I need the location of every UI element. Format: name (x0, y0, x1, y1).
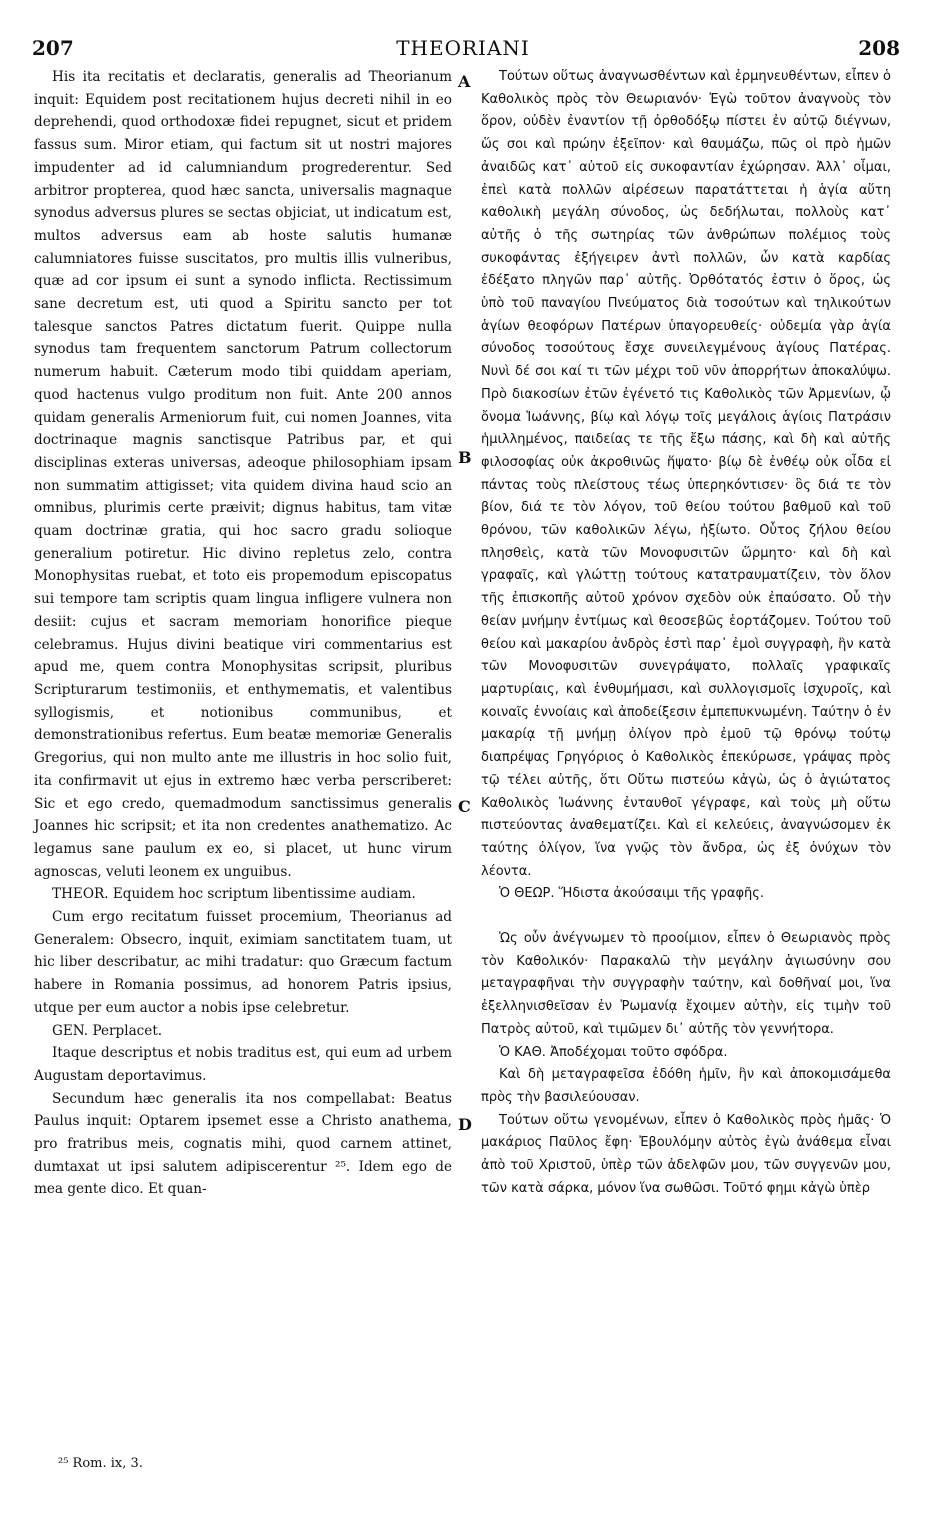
latin-paragraph: Secundum hæc generalis ita nos compellabat: Beatus Paulus inquit: Optarem ipsemet esse a Christo anathema, pro fratribus meis, cognatis mihi, quod carnem attinet, dumtaxat ut ipsi salutem adipiscerentur ²⁵. Idem ego de mea gente dico. Et quan- (34, 1090, 452, 1198)
latin-column (34, 66, 452, 1201)
latin-paragraph: GEN. Perplacet. (52, 1022, 163, 1039)
greek-paragraph: Ὁ ΘΕΩΡ. Ἥδιστα ἀκούσαιμι τῆς γραφῆς. (499, 886, 765, 902)
latin-paragraph: His ita recitatis et declaratis, generalis ad Theorianum inquit: Equidem post recitationem hujus decreti nihil in eo deprehendi, quod orthodoxæ fidei repugnet, sicut et pridem fassus sum. Miror etiam, qui factum sit ut nostri majores impudenter ad id calumniandum progrederentur. Sed arbitror propterea, quod hæc sancta, universalis magnaque synodus adversus plures se sectas objiciat, ut indicatum est, multos adversus eam ab hoste salutis humanæ calumniatores fuisse suscitatos, pro multis illis vulneribus, quæ ad cor ipsum ei sunt a synodo inflicta. Rectissimum sane decretum est, uti quod a Spiritu sancto per tot talesque sanctos Patres dictatum fuerit. Quippe nulla synodus tam frequentem sanctorum Patrum collectorum numerum habuit. Cæterum modo tibi quiddam aperiam, quod hactenus vulgo proditum non fuit. Ante 200 annos quidam generalis Armeniorum fuit, cui nomen Joannes, vita doctrinaque magnis sanctisque Patribus par, et qui disciplinas exteras universas, adeoque philosophiam ipsam non summatim attigisset; vita quidem divina haud scio an omnibus, plurimis certe præivit; dignus habitus, tam vitæ quam doctrinæ gratia, qui hoc sacro gradu solioque generalium potiretur. Hic divino repletus zelo, contra Monophysitas ruebat, et toto eis propemodum episcopatus sui tempore tam scriptis quam lingua infligere vulnera non desiit: cujus et sacram memoriam honorifice pieque celebramus. Hujus divini beatique viri commentarius est apud me, quem contra Monophysitas scripsit, pluribus Scripturarum testimoniis, et enthymematis, et valentibus syllogismis, et notionibus communibus, et demonstrationibus refertus. Eum beatæ memoriæ Generalis Gregorius, qui non multo ante me illustris in hoc solio fuit, ita confirmavit ut ejus in extremo hæc verba perscriberet: Sic et ego credo, quemadmodum sanctissimus generalis Joannes hic scripsit; et ita non credentes anathematizo. Ac legamus sane paulum ex eo, si placet, ut hunc virum agnoscas, veluti leonem ex unguibus. (34, 69, 452, 880)
greek-paragraph: Τούτων οὕτω γενομένων, εἶπεν ὁ Καθολικὸς πρὸς ἡμᾶς· Ὁ μακάριος Παῦλος ἔφη· Ἐβουλόμην αὐτὸς ἐγὼ ἀνάθεμα εἶναι ἀπὸ τοῦ Χριστοῦ, ὑπὲρ τῶν ἀδελφῶν μου, τῶν συγγενῶν μου, τῶν κατὰ σάρκα, μόνον ἵνα σωθῶσι. Τοῦτό φημι κἀγὼ ὑπὲρ (481, 1112, 891, 1196)
latin-paragraph: THEOR. Equidem hoc scriptum libentissime audiam. (52, 886, 416, 903)
latin-paragraph: Cum ergo recitatum fuisset procemium, Theorianus ad Generalem: Obsecro, inquit, eximiam sanctitatem tuam, ut hic liber describatur, ac mihi tradatur: quo Græcum factum habere in Romania possimus, ad honorem Patris ipsius, utque per eum auctor a nobis ipse celebretur. (34, 909, 452, 1016)
margin-marker-d: D (458, 1115, 472, 1134)
greek-column (481, 66, 891, 1200)
margin-marker-b: B (458, 448, 472, 467)
margin-marker-c: C (458, 797, 471, 816)
running-title: THEORIANI (396, 36, 530, 60)
greek-paragraph: Τούτων οὕτως ἀναγνωσθέντων καὶ ἑρμηνευθέντων, εἶπεν ὁ Καθολικὸς πρὸς τὸν Θεωριανόν· Ἐγὼ τοῦτον ἀναγνοὺς τὸν ὅρον, οὐδὲν ἐναντίον τῇ ὀρθοδόξῳ πίστει ἐν αὐτῷ διέγνων, ὥς σοι καὶ πρώην ἐξεῖπον· καὶ θαυμάζω, πῶς οἱ πρὸ ἡμῶν ἀναιδῶς κατ᾽ αὐτοῦ εἰς συκοφαντίαν ἐχώρησαν. Ἀλλ᾽ οἶμαι, ἐπεὶ κατὰ πολλῶν αἱρέσεων παρατάττεται ἡ ἁγία αὕτη καθολικὴ μεγάλη σύνοδος, ὡς δεδήλωται, πολλοὺς κατ᾽ αὐτῆς ὁ τῆς σωτηρίας τῶν ἀνθρώπων πολέμιος τοὺς συκοφάντας ἐξήγειρεν ἀντὶ πολλῶν, ὧν κατὰ καρδίας ἐδέξατο πληγῶν παρ᾽ αὐτῆς. Ὀρθότατός ἐστιν ὁ ὅρος, ὡς ὑπὸ τοῦ παναγίου Πνεύματος διὰ τοσούτων καὶ τηλικούτων ἁγίων θεοφόρων Πατέρων ὑπαγορευθείς· οὐδεμία γὰρ ἁγία σύνοδος τοσούτους ἔσχε συνειλεγμένους ἁγίους Πατέρας. Νυνὶ δέ σοι καί τι τῶν μέχρι τοῦ νῦν ἀπορρήτων ἀποκαλύψω. Πρὸ διακοσίων ἐτῶν ἐγένετό τις Καθολικὸς τῶν Ἀρμενίων, ᾧ ὄνομα Ἰωάννης, βίῳ καὶ λόγῳ τοῖς μεγάλοις ἁγίοις Πατράσιν ἡμιλλημένος, παιδείας τε τῆς ἔξω πάσης, καὶ δὴ καὶ αὐτῆς φιλοσοφίας οὐκ ἀκροθινῶς ἥψατο· βίῳ δὲ ἐνθέῳ οὐκ οἶδα εἰ πάντας τοὺς πλείστους τέως ὑπερηκόντισεν· ὃς διά τε τὸν βίον, διά τε τὸν λόγον, τοῦ θείου τούτου βαθμοῦ καὶ τοῦ θρόνου, τῶν καθολικῶν λέγω, ἠξίωτο. Οὗτος ζήλου θείου πλησθεὶς, κατὰ τῶν Μονοφυσιτῶν ὥρμητο· καὶ δὴ καὶ γραφαῖς, καὶ γλώττῃ τούτους κατατραυματίζειν, τὸν ὅλον τῆς ἐπισκοπῆς αὐτοῦ χρόνον σχεδὸν οὐκ ἐπαύσατο. Οὗ τὴν θείαν μνήμην ἐντίμως καὶ θεοσεβῶς ἑορτάζομεν. Τούτου τοῦ θείου καὶ μακαρίου ἀνδρὸς ἐστὶ παρ᾽ ἐμοὶ συγγραφὴ, ἣν κατὰ τῶν Μονοφυσιτῶν συνεγράψατο, πολλαῖς γραφικαῖς μαρτυρίαις, καὶ ἐνθυμήμασι, καὶ συλλογισμοῖς ἰσχυροῖς, καὶ κοιναῖς ἐννοίαις καὶ ἀποδείξεσιν ἐμπεπυκνωμένη. Ταύτην ὁ ἐν μακαρίᾳ τῇ μνήμῃ ὀλίγον πρὸ ἐμοῦ τῷ θρόνῳ τούτῳ διαπρέψας Γρηγόριος ὁ Καθολικὸς ἐπεκύρωσε, γράψας πρὸς τῷ τέλει αὐτῆς, ὅτι Οὕτω πιστεύω κἀγὼ, ὡς ὁ ἁγιώτατος Καθολικὸς Ἰωάννης ἐνταυθοῖ γέγραφε, καὶ τοὺς μὴ οὕτω πιστεύοντας ἀναθεματίζει. Καὶ εἰ κελεύεις, ἀναγνώσομεν ἐκ ταύτης ὀλίγον, ἵνα γνῷς τὸν ἄνδρα, ὡς ἐξ ὀνύχων τὸν λέοντα. (481, 69, 891, 879)
latin-paragraph: Itaque descriptus et nobis traditus est, qui eum ad urbem Augustam deportavimus. (34, 1045, 452, 1084)
greek-paragraph: Ὁ ΚΑΘ. Ἀποδέχομαι τοῦτο σφόδρα. (499, 1044, 728, 1060)
margin-marker-a: A (458, 72, 471, 91)
greek-paragraph: Ὡς οὖν ἀνέγνωμεν τὸ προοίμιον, εἶπεν ὁ Θεωριανὸς πρὸς τὸν Καθολικόν· Παρακαλῶ τὴν μεγάλην ἁγιωσύνην σου μεταγραφῆναι τὴν συγγραφὴν ταύτην, καὶ δοθῆναί μοι, ἵνα ἐξελληνισθεῖσαν ἐν Ῥωμανίᾳ ἔχοιμεν αὐτὴν, εἰς τιμὴν τοῦ Πατρὸς αὐτοῦ, καὶ τιμῶμεν δι᾽ αὐτῆς τὸν γεννήτορα. (481, 931, 891, 1037)
greek-paragraph: Καὶ δὴ μεταγραφεῖσα ἐδόθη ἡμῖν, ἣν καὶ ἀποκομισάμεθα πρὸς τὴν βασιλεύουσαν. (481, 1067, 891, 1105)
footnote: ²⁵ Rom. ix, 3. (58, 1456, 143, 1471)
page-number-right: 208 (858, 36, 900, 60)
running-header (0, 36, 926, 66)
page-number-left: 207 (32, 36, 74, 60)
